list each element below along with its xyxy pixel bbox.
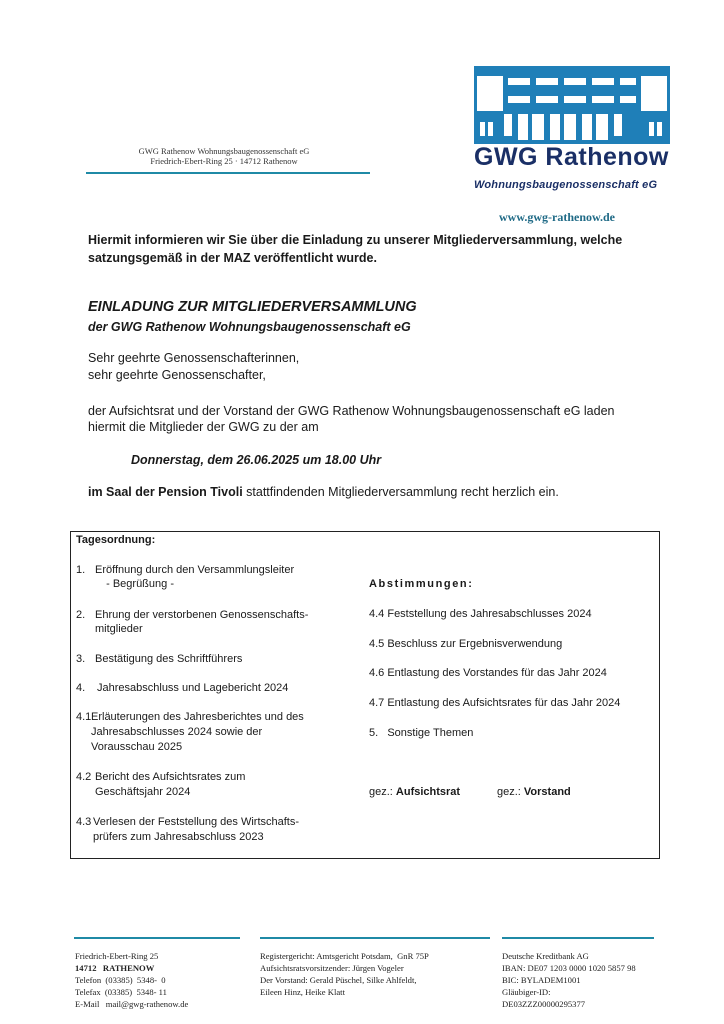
footer-line: Gläubiger-ID: xyxy=(502,987,551,997)
agenda-item-line: Vorausschau 2025 xyxy=(91,741,183,753)
agenda-title: Tagesordnung: xyxy=(76,534,156,546)
agenda-item-number: 3. xyxy=(76,653,86,665)
agenda-item-line: Jahresabschluss und Lagebericht 2024 xyxy=(97,682,289,694)
logo-subtitle: Wohnungsbaugenossenschaft eG xyxy=(474,179,658,191)
agenda-item-line: - Begrüßung - xyxy=(100,578,174,590)
agenda-item-line: Bericht des Aufsichtsrates zum xyxy=(95,771,246,783)
signature-supervisory-board xyxy=(369,786,460,798)
sender-line-2: Friedrich-Ebert-Ring 25 · 14712 Rathenow xyxy=(150,156,298,166)
signature-prefix: gez.: xyxy=(369,786,396,798)
page-title: EINLADUNG ZUR MITGLIEDERVERSAMMLUNG xyxy=(88,299,417,315)
footer-line: Aufsichtsratsvorsitzender: Jürgen Vogeler xyxy=(260,963,404,973)
footer-divider xyxy=(502,937,654,939)
agenda-item-line: mitglieder xyxy=(95,623,143,635)
footer-line: Friedrich-Ebert-Ring 25 xyxy=(75,951,159,961)
footer-registry xyxy=(260,950,429,998)
footer-line: IBAN: DE07 1203 0000 1020 5857 98 xyxy=(502,963,636,973)
footer-divider xyxy=(74,937,240,939)
vote-item-text: 4.6 Entlastung des Vorstandes für das Jahr 2024 xyxy=(369,667,607,679)
agenda-item-line: Bestätigung des Schriftführers xyxy=(95,653,243,665)
meeting-place-name: im Saal der Pension Tivoli xyxy=(88,485,243,499)
invitation-line-1: der Aufsichtsrat und der Vorstand der GWG Rathenow Wohnungsbaugenossenschaft eG laden xyxy=(88,404,615,418)
vote-item-text: 4.4 Feststellung des Jahresabschlusses 2024 xyxy=(369,608,592,620)
footer-bank xyxy=(502,950,636,1010)
greeting-line-2: sehr geehrte Genossenschafter, xyxy=(88,368,266,382)
invitation-line-2: hiermit die Mitglieder der GWG zu der am xyxy=(88,420,319,434)
agenda-item-line: Verlesen der Feststellung des Wirtschafts- xyxy=(93,816,300,828)
signature-name: Vorstand xyxy=(523,786,571,798)
agenda-item-number: 4.1 xyxy=(76,711,92,723)
agenda-item-number: 2. xyxy=(76,609,86,621)
agenda-item-number: 1. xyxy=(76,564,86,576)
footer-line: Telefax (03385) 5348- 11 xyxy=(75,987,167,997)
footer-line: Deutsche Kreditbank AG xyxy=(502,951,589,961)
footer-line: Registergericht: Amtsgericht Potsdam, GnR 75P xyxy=(260,951,429,961)
greeting xyxy=(88,350,299,384)
vote-item-text: 5. Sonstige Themen xyxy=(369,727,474,739)
page-subtitle: der GWG Rathenow Wohnungsbaugenossenschaft eG xyxy=(88,320,411,334)
sender-address xyxy=(104,146,344,166)
logo-name: GWG Rathenow xyxy=(474,143,669,171)
signature-name: Aufsichtsrat xyxy=(395,786,461,798)
footer-address xyxy=(75,950,188,1010)
agenda-item-line: Jahresabschlusses 2024 sowie der xyxy=(91,726,263,738)
votes-title: Abstimmungen: xyxy=(369,578,474,590)
footer-divider xyxy=(260,937,490,939)
agenda-item-line: Eröffnung durch den Versammlungsleiter xyxy=(95,564,295,576)
footer-line: 14712 RATHENOW xyxy=(75,963,155,973)
signature-prefix: gez.: xyxy=(497,786,524,798)
agenda-item-number: 4.3 xyxy=(76,816,92,828)
intro-text: Hiermit informieren wir Sie über die Einladung zu unserer Mitgliederversammlung, welche satzungsgemäß in der MAZ veröffentlicht wurde. xyxy=(88,233,623,265)
meeting-date: Donnerstag, dem 26.06.2025 um 18.00 Uhr xyxy=(131,453,382,467)
agenda-item-number: 4. xyxy=(76,682,86,694)
agenda-item-line: Erläuterungen des Jahresberichtes und des xyxy=(91,711,304,723)
website-link[interactable]: www.gwg-rathenow.de xyxy=(499,210,615,224)
agenda-item-line: Ehrung der verstorbenen Genossenschafts- xyxy=(95,609,309,621)
signature-board xyxy=(497,786,571,798)
meeting-place-rest: stattfindenden Mitgliederversammlung recht herzlich ein. xyxy=(242,485,559,499)
footer-email[interactable]: E-Mail mail@gwg-rathenow.de xyxy=(75,999,189,1009)
vote-item-text: 4.7 Entlastung des Aufsichtsrates für das Jahr 2024 xyxy=(369,697,621,709)
sender-divider xyxy=(86,172,370,174)
agenda-item-line: Geschäftsjahr 2024 xyxy=(95,786,191,798)
greeting-line-1: Sehr geehrte Genossenschafterinnen, xyxy=(88,351,300,365)
invitation-text xyxy=(88,403,648,435)
vote-item-text: 4.5 Beschluss zur Ergebnisverwendung xyxy=(369,638,563,650)
footer-line: Der Vorstand: Gerald Püschel, Silke Ahlfeldt, xyxy=(260,975,417,985)
meeting-place xyxy=(88,485,559,499)
sender-line-1: GWG Rathenow Wohnungsbaugenossenschaft eG xyxy=(138,146,310,156)
footer-line: DE03ZZZ00000295377 xyxy=(502,999,586,1009)
building-logo-icon xyxy=(474,66,670,144)
footer-line: Telefon (03385) 5348- 0 xyxy=(75,975,166,985)
footer-line: BIC: BYLADEM1001 xyxy=(502,975,581,985)
agenda-item-number: 4.2 xyxy=(76,771,92,783)
agenda-item-line: prüfers zum Jahresabschluss 2023 xyxy=(93,831,264,843)
footer-line: Eileen Hinz, Heike Klatt xyxy=(260,987,345,997)
